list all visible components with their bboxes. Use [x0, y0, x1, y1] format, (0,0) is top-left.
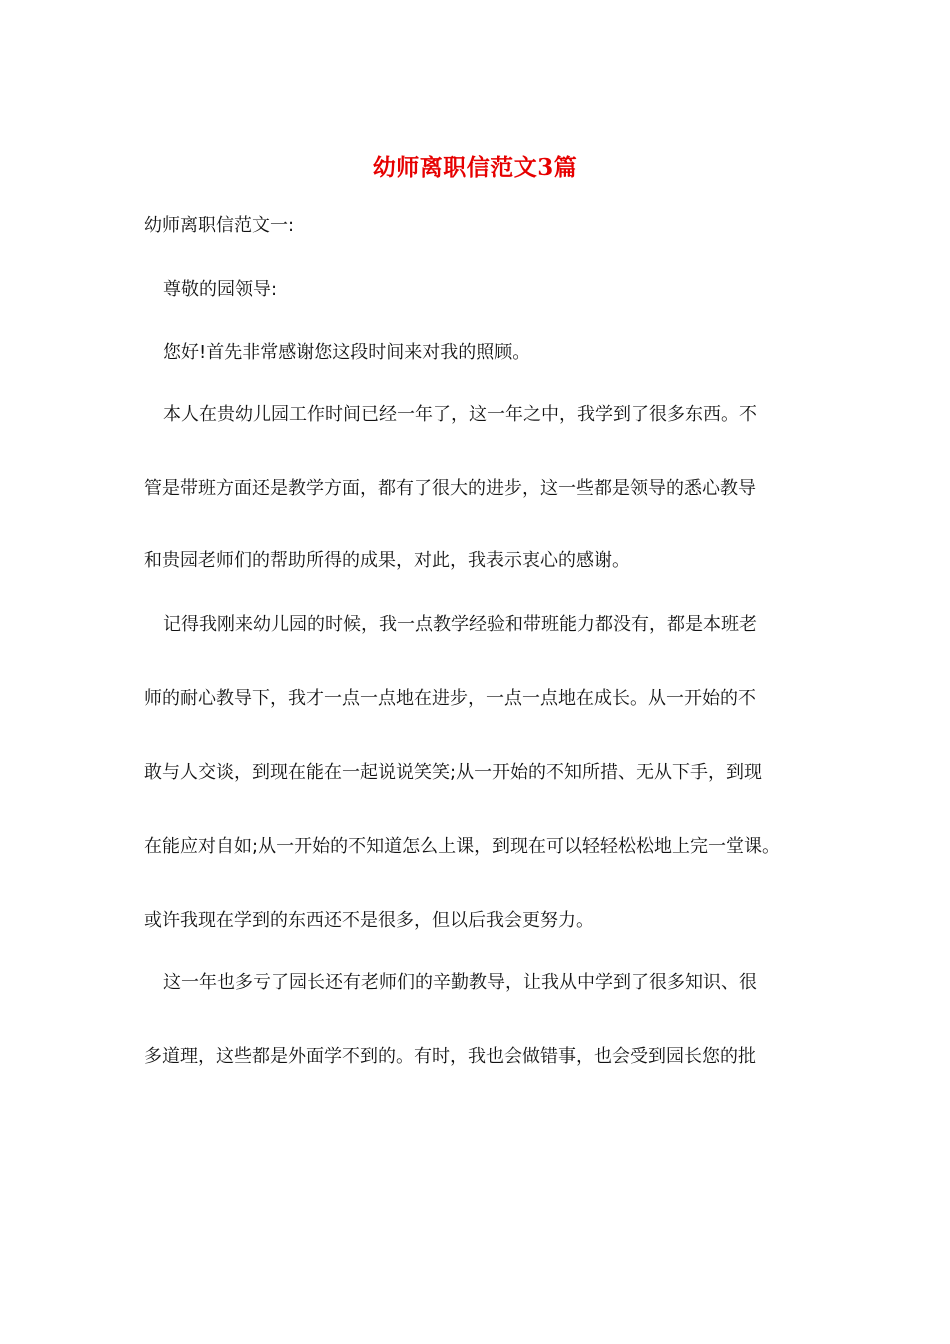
document-title: 幼师离职信范文3篇 — [372, 154, 578, 181]
section-heading: 幼师离职信范文一: — [144, 215, 295, 236]
paragraph-line: 管是带班方面还是教学方面，都有了很大的进步，这一些都是领导的悉心教导 — [144, 478, 756, 499]
paragraph-line: 记得我刚来幼儿园的时候，我一点教学经验和带班能力都没有，都是本班老 — [163, 614, 757, 635]
paragraph-line: 本人在贵幼儿园工作时间已经一年了，这一年之中，我学到了很多东西。不 — [163, 404, 757, 425]
paragraph-line: 敢与人交谈，到现在能在一起说说笑笑;从一开始的不知所措、无从下手，到现 — [144, 762, 763, 783]
paragraph-line: 这一年也多亏了园长还有老师们的辛勤教导，让我从中学到了很多知识、很 — [163, 972, 757, 993]
paragraph-line: 多道理，这些都是外面学不到的。有时，我也会做错事，也会受到园长您的批 — [144, 1046, 756, 1067]
paragraph-line: 或许我现在学到的东西还不是很多，但以后我会更努力。 — [144, 910, 594, 931]
paragraph-line: 在能应对自如;从一开始的不知道怎么上课，到现在可以轻轻松松地上完一堂课。 — [144, 836, 781, 857]
greeting-line: 您好!首先非常感谢您这段时间来对我的照顾。 — [163, 342, 531, 363]
paragraph-line: 和贵园老师们的帮助所得的成果，对此，我表示衷心的感谢。 — [144, 550, 630, 571]
paragraph-line: 师的耐心教导下，我才一点一点地在进步，一点一点地在成长。从一开始的不 — [144, 688, 756, 709]
salutation: 尊敬的园领导: — [163, 279, 278, 300]
